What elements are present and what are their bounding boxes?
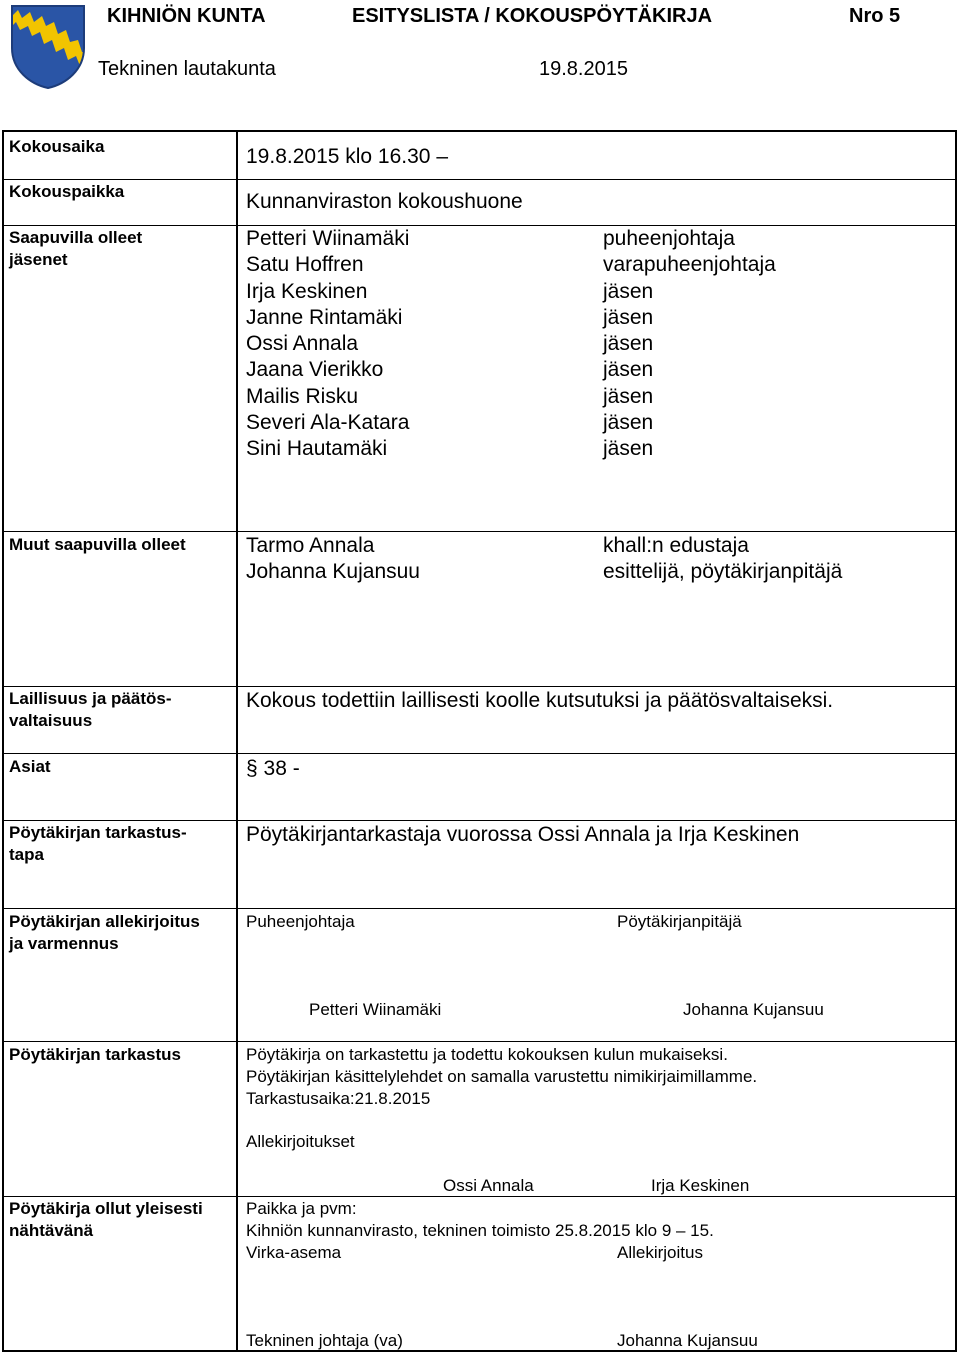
review-line: Pöytäkirja on tarkastettu ja todettu kokouksen kulun mukaiseksi. [246, 1045, 728, 1064]
table-border-top [2, 130, 957, 132]
meeting-date: 19.8.2015 [539, 58, 628, 80]
public-display-label [9, 1198, 203, 1242]
signing-label [9, 911, 200, 955]
review-line: Pöytäkirjan käsittelylehdet on samalla varustettu nimikirjaimillamme. [246, 1067, 758, 1086]
member-role: jäsen [603, 358, 654, 382]
reviewer-name: Ossi Annala [443, 1176, 534, 1195]
quorum-label [9, 688, 172, 732]
review-text [246, 1044, 757, 1110]
meeting-place-label: Kokouspaikka [9, 182, 125, 201]
quorum-text: Kokous todettiin laillisesti koolle kutsutuksi ja päätösvaltaiseksi. [246, 689, 834, 712]
column-divider [236, 130, 238, 1352]
other-name: Johanna Kujansuu [246, 560, 420, 584]
items-label: Asiat [9, 757, 51, 776]
document-number: Nro 5 [849, 5, 901, 27]
member-role: jäsen [603, 279, 654, 303]
document-type [352, 5, 712, 28]
signing-label-line: Pöytäkirjan allekirjoitus [9, 912, 200, 931]
chair-title: Puheenjohtaja [246, 912, 355, 931]
signatures-label: Allekirjoitukset [246, 1132, 355, 1151]
member-name: Janne Rintamäki [246, 305, 403, 329]
review-label: Pöytäkirjan tarkastus [9, 1045, 181, 1064]
row-divider [2, 1041, 957, 1042]
secretary-title: Pöytäkirjanpitäjä [617, 912, 742, 931]
quorum-label-line: Laillisuus ja päätös- [9, 689, 172, 708]
attendees-label-line: Saapuvilla olleet [9, 228, 143, 247]
member-role: puheenjohtaja [603, 227, 735, 250]
other-role: esittelijä, pöytäkirjanpitäjä [603, 560, 843, 584]
document-type-text: ESITYSLISTA / KOKOUSPÖYTÄKIRJA [352, 5, 713, 27]
member-name: Petteri Wiinamäki [246, 227, 410, 250]
meeting-place-value: Kunnanviraston kokoushuone [246, 190, 523, 213]
review-method-label-line: Pöytäkirjan tarkastus- [9, 823, 187, 842]
attendees-label [9, 227, 142, 271]
table-border-right [955, 130, 957, 1352]
review-line: Tarkastusaika:21.8.2015 [246, 1089, 431, 1108]
member-name: Ossi Annala [246, 332, 359, 356]
signing-label-line: ja varmennus [9, 934, 119, 953]
others-role-list [603, 533, 842, 586]
table-border-left [2, 130, 4, 1352]
signer-name: Johanna Kujansuu [617, 1331, 758, 1350]
others-label: Muut saapuvilla olleet [9, 535, 186, 554]
row-divider [2, 531, 957, 532]
secretary-name: Johanna Kujansuu [683, 1000, 824, 1019]
position-label: Virka-asema [246, 1243, 342, 1262]
member-name: Jaana Vierikko [246, 358, 384, 382]
table-border-bottom [2, 1350, 957, 1352]
member-role: jäsen [603, 305, 654, 329]
place-date-value: Kihniön kunnanvirasto, tekninen toimisto 25.8.2015 klo 9 – 15. [246, 1221, 714, 1240]
member-name: Sini Hautamäki [246, 437, 388, 461]
row-divider [2, 225, 957, 226]
place-date-label: Paikka ja pvm: [246, 1199, 357, 1218]
row-divider [2, 179, 957, 180]
meeting-time-label: Kokousaika [9, 137, 105, 156]
member-role-list [603, 226, 776, 463]
chair-name: Petteri Wiinamäki [309, 1000, 442, 1019]
member-name: Irja Keskinen [246, 279, 368, 303]
row-divider [2, 753, 957, 754]
items-value: § 38 - [246, 757, 300, 780]
review-method-text: Pöytäkirjantarkastaja vuorossa Ossi Annala ja Irja Keskinen [246, 823, 800, 846]
signature-label: Allekirjoitus [617, 1243, 703, 1262]
position-value: Tekninen johtaja (va) [246, 1331, 403, 1350]
member-name-list [246, 226, 409, 463]
public-display-label-line: nähtävänä [9, 1221, 94, 1240]
meeting-time-value: 19.8.2015 klo 16.30 – [246, 145, 449, 168]
member-role: jäsen [603, 332, 654, 356]
member-name: Severi Ala-Katara [246, 411, 410, 435]
row-divider [2, 686, 957, 687]
other-name: Tarmo Annala [246, 534, 375, 557]
member-name: Mailis Risku [246, 384, 359, 408]
reviewer-name: Irja Keskinen [651, 1176, 750, 1195]
public-display-label-line: Pöytäkirja ollut yleisesti [9, 1199, 203, 1218]
member-name: Satu Hoffren [246, 253, 364, 277]
committee-name: Tekninen lautakunta [98, 58, 276, 80]
other-role: khall:n edustaja [603, 534, 749, 557]
quorum-label-line: valtaisuus [9, 711, 93, 730]
member-role: jäsen [603, 437, 654, 461]
member-role: jäsen [603, 384, 654, 408]
attendees-label-line: jäsenet [9, 250, 68, 269]
others-name-list [246, 533, 420, 586]
row-divider [2, 820, 957, 821]
org-name: KIHNIÖN KUNTA [107, 5, 266, 27]
municipal-crest-logo [10, 4, 86, 90]
review-method-label-line: tapa [9, 845, 44, 864]
row-divider [2, 908, 957, 909]
review-method-label [9, 822, 187, 866]
member-role: varapuheenjohtaja [603, 253, 776, 277]
member-role: jäsen [603, 411, 654, 435]
